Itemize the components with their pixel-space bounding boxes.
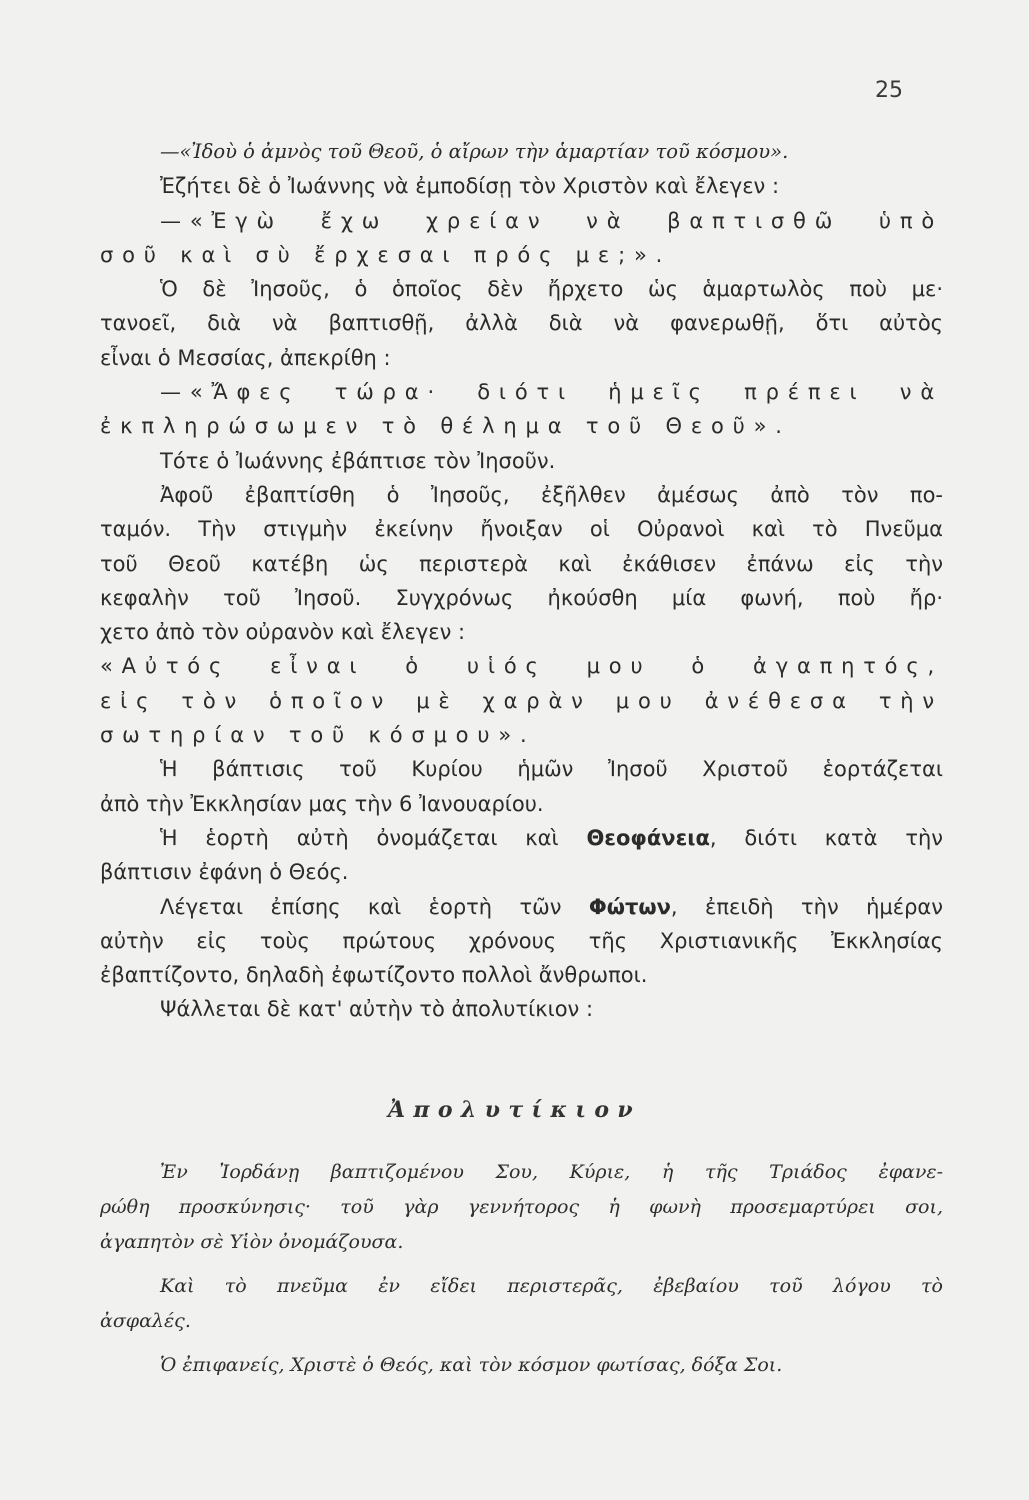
hymn-text — [100, 1155, 943, 1383]
text-line: σωτηρίαν τοῦ κόσμου». — [100, 723, 536, 748]
text-line: Ἡ ἑορτὴ αὐτὴ ὀνομάζεται καὶ Θεοφάνεια, διότι κατὰ τὴν — [160, 825, 943, 850]
text-line: ταμόν. Τὴν στιγμὴν ἐκείνην ἤνοιξαν οἱ Οὐρανοὶ καὶ τὸ Πνεῦμα — [100, 517, 943, 542]
text-line: τανοεῖ, διὰ νὰ βαπτισθῇ, ἀλλὰ διὰ νὰ φανερωθῇ, ὅτι αὐτὸς — [100, 311, 943, 336]
text-line: εἰς τὸν ὁποῖον μὲ χαρὰν μου ἀνέθεσα τὴν — [100, 688, 943, 713]
text-line: ἐβαπτίζοντο, δηλαδὴ ἐφωτίζοντο πολλοὶ ἄνθρωποι. — [100, 963, 648, 988]
hymn-line: ἀσφαλές. — [100, 1310, 191, 1332]
text-line: βάπτισιν ἐφάνη ὁ Θεός. — [100, 860, 349, 885]
body-text — [100, 135, 943, 1027]
text-line: αὐτὴν εἰς τοὺς πρώτους χρόνους τῆς Χριστιανικῆς Ἐκκλησίας — [100, 928, 943, 953]
text-line: Ὁ δὲ Ἰησοῦς, ὁ ὁποῖος δὲν ἤρχετο ὡς ἁμαρτωλὸς ποὺ με· — [160, 277, 943, 302]
text-line: Λέγεται ἐπίσης καὶ ἑορτὴ τῶν Φώτων, ἐπειδὴ τὴν ἡμέραν — [160, 894, 943, 919]
text-line: εἶναι ὁ Μεσσίας, ἀπεκρίθη : — [100, 345, 391, 370]
emphasized-term: Φώτων — [588, 894, 671, 919]
page-number: 25 — [875, 78, 903, 103]
hymn-line: Ὁ ἐπιφανείς, Χριστὲ ὁ Θεός, καὶ τὸν κόσμον φωτίσας, δόξα Σοι. — [160, 1354, 783, 1376]
text-line: ἐκπληρώσωμεν τὸ θέλημα τοῦ Θεοῦ». — [100, 414, 791, 439]
hymn-line: ρώθη προσκύνησις· τοῦ γὰρ γεννήτορος ἡ φωνὴ προσεμαρτύρει σοι, — [100, 1196, 943, 1218]
text-line: ἀπὸ τὴν Ἐκκλησίαν μας τὴν 6 Ἰανουαρίου. — [100, 791, 544, 816]
text-line: Ἐζήτει δὲ ὁ Ἰωάννης νὰ ἐμποδίσῃ τὸν Χριστὸν καὶ ἔλεγεν : — [160, 174, 780, 199]
text-line: Ἡ βάπτισις τοῦ Κυρίου ἡμῶν Ἰησοῦ Χριστοῦ ἑορτάζεται — [160, 757, 943, 782]
text-line: Τότε ὁ Ἰωάννης ἐβάπτισε τὸν Ἰησοῦν. — [160, 448, 556, 473]
text-line: —«Ἰδοὺ ὁ ἀμνὸς τοῦ Θεοῦ, ὁ αἴρων τὴν ἁμαρτίαν τοῦ κόσμου». — [160, 140, 789, 163]
text-line: —«Ἄφες τώρα· διότι ἡμεῖς πρέπει νὰ — [160, 380, 943, 405]
text-line: κεφαλὴν τοῦ Ἰησοῦ. Συγχρόνως ἠκούσθη μία φωνή, ποὺ ἤρ· — [100, 585, 943, 610]
emphasized-term: Θεοφάνεια — [586, 825, 710, 850]
text-line: τοῦ Θεοῦ κατέβη ὡς περιστερὰ καὶ ἐκάθισεν ἐπάνω εἰς τὴν — [100, 551, 943, 576]
hymn-line: ἀγαπητὸν σὲ Υἱὸν ὀνομάζουσα. — [100, 1231, 404, 1253]
hymn-heading: Ἀπολυτίκιον — [387, 1097, 642, 1123]
text-line: —«Ἐγὼ ἔχω χρείαν νὰ βαπτισθῶ ὑπὸ — [160, 208, 943, 233]
text-line: σοῦ καὶ σὺ ἔρχεσαι πρός με;». — [100, 242, 672, 267]
text-line: «Αὐτός εἶναι ὁ υἱός μου ὁ ἀγαπητός, — [100, 654, 943, 679]
hymn-line: Καὶ τὸ πνεῦμα ἐν εἴδει περιστερᾶς, ἐβεβαίου τοῦ λόγου τὸ — [160, 1275, 943, 1297]
text-line: χετο ἀπὸ τὸν οὐρανὸν καὶ ἔλεγεν : — [100, 620, 466, 645]
text-line: Ψάλλεται δὲ κατ' αὐτὴν τὸ ἀπολυτίκιον : — [160, 997, 594, 1022]
text-line: Ἀφοῦ ἐβαπτίσθη ὁ Ἰησοῦς, ἐξῆλθεν ἀμέσως ἀπὸ τὸν πο- — [160, 482, 943, 507]
hymn-line: Ἐν Ἰορδάνῃ βαπτιζομένου Σου, Κύριε, ἡ τῆς Τριάδος ἐφανε- — [160, 1161, 943, 1183]
